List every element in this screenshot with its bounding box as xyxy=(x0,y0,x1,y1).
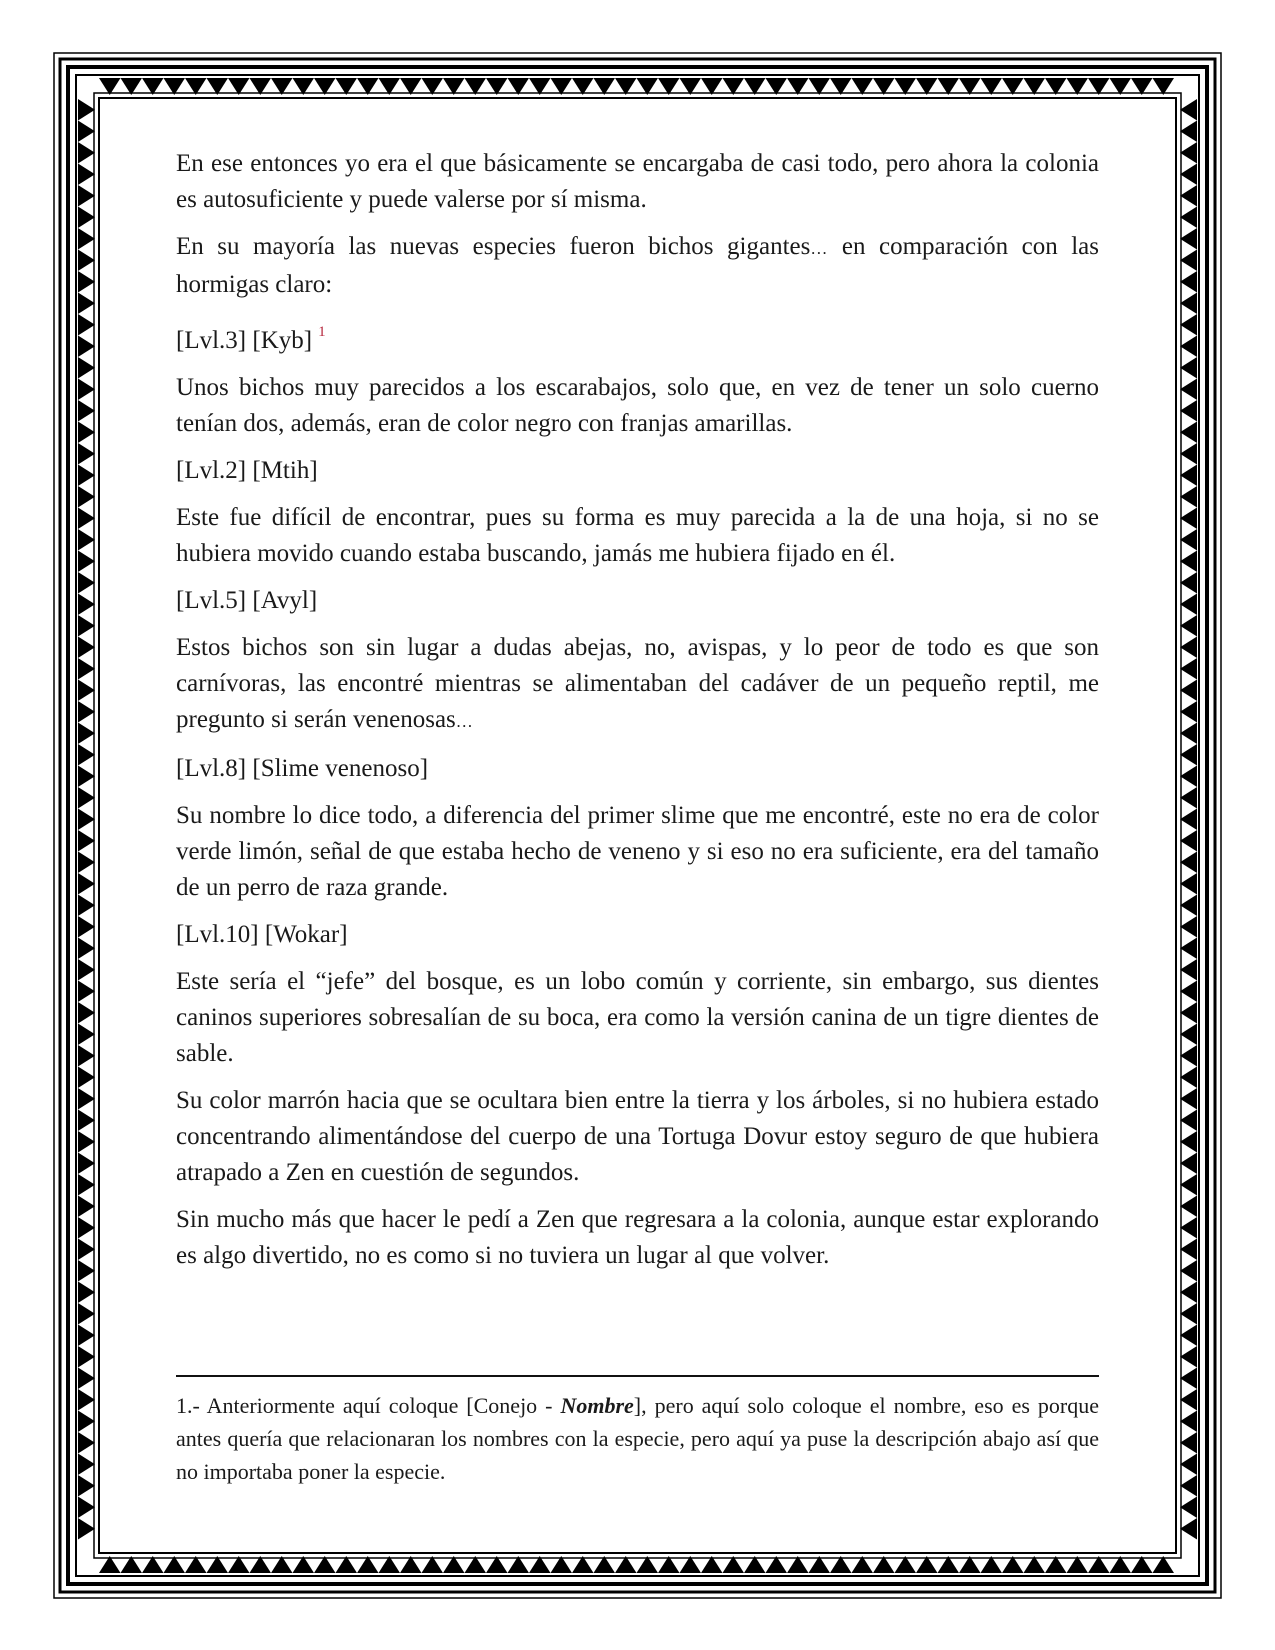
species-heading-text: [Lvl.3] [Kyb] xyxy=(176,327,313,354)
paragraph xyxy=(176,229,1099,303)
species-heading: [Lvl.10] [Wokar] xyxy=(176,921,348,948)
footnote-text-end: ], pero aquí solo coloque el nombre, eso es porque antes quería que relacionaran los nombres con la especie, pero aquí ya puse la descripción abajo así que no importaba poner la especie. xyxy=(176,1393,1099,1484)
species-heading: [Lvl.8] [Slime venenoso] xyxy=(176,755,429,782)
species-heading: [Lvl.5] [Avyl] xyxy=(176,587,318,614)
footnote-reference[interactable]: 1 xyxy=(318,324,326,340)
paragraph: Su color marrón hacia que se ocultara bien entre la tierra y los árboles, si no hubiera estado concentrando alimentándose del cuerpo de una Tortuga Dovur estoy seguro de que hubiera atrapado a Zen en cuestión de segundos. xyxy=(176,1087,1099,1186)
paragraph: Este fue difícil de encontrar, pues su forma es muy parecida a la de una hoja, si no se hubiera movido cuando estaba buscando, jamás me hubiera fijado en él. xyxy=(176,504,1099,567)
paragraph: Sin mucho más que hacer le pedí a Zen que regresara a la colonia, aunque estar explorando es algo divertido, no es como si no tuviera un lugar al que volver. xyxy=(176,1206,1099,1269)
ellipsis: … xyxy=(455,712,474,731)
footnote-text-start: 1.- Anteriormente aquí coloque [Conejo - xyxy=(176,1393,561,1418)
paragraph: Unos bichos muy parecidos a los escarabajos, solo que, en vez de tener un solo cuerno tenían dos, además, eran de color negro con franjas amarillas. xyxy=(176,374,1099,437)
paragraph: En ese entonces yo era el que básicamente se encargaba de casi todo, pero ahora la colonia es autosuficiente y puede valerse por sí misma. xyxy=(176,150,1099,213)
paragraph-text: Estos bichos son sin lugar a dudas abejas, no, avispas, y lo peor de todo es que son carnívoras, las encontré mientras se alimentaban del cadáver de un pequeño reptil, me pregunto si serán venenosas xyxy=(176,634,1099,733)
paragraph: Su nombre lo dice todo, a diferencia del primer slime que me encontré, este no era de color verde limón, señal de que estaba hecho de veneno y si eso no era suficiente, era del tamaño de un perro de raza grande. xyxy=(176,802,1099,901)
species-heading xyxy=(176,314,1099,359)
footnote-divider xyxy=(176,1375,1099,1377)
page-body xyxy=(176,146,1099,1285)
paragraph: Este sería el “jefe” del bosque, es un lobo común y corriente, sin embargo, sus dientes caninos superiores sobresalían de su boca, era como la versión canina de un tigre dientes de sable. xyxy=(176,968,1099,1067)
ellipsis: … xyxy=(810,239,829,258)
footnote-text xyxy=(176,1389,1099,1488)
footnote-emphasis: Nombre xyxy=(560,1393,634,1418)
paragraph-text: En su mayoría las nuevas especies fueron bichos gigantes xyxy=(176,233,811,260)
footnote-section xyxy=(176,1375,1099,1488)
paragraph-text: en comparación con las hormigas claro: xyxy=(176,233,1099,298)
species-heading: [Lvl.2] [Mtih] xyxy=(176,457,318,484)
paragraph xyxy=(176,630,1099,740)
